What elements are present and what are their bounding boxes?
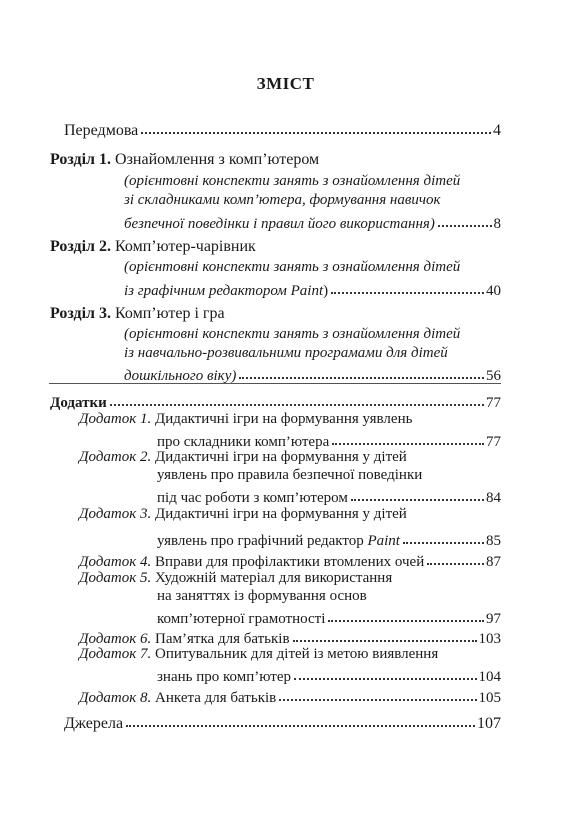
appendix-title-text: Анкета для батьків [155,690,277,706]
section-description [124,282,328,300]
toc-page-number: 56 [486,368,501,384]
appendix-title [79,689,276,707]
toc-page-number: 104 [478,669,501,685]
appendix-prefix: Додаток 2. [79,449,152,465]
section-description: дошкільного віку) [124,368,237,384]
appendix-title-text: Пам’ятка для батьків [155,631,290,647]
section-prefix: Розділ 2. [50,238,112,255]
dot-leader [427,547,484,565]
appendix-title: Художній матеріал для використання [155,570,393,586]
appendix-title: комп’ютерної грамотності [157,611,326,627]
dot-leader [279,683,476,701]
divider [49,383,501,384]
appendix-title: про складники комп’ютера [157,434,330,450]
toc-page-number: 103 [478,631,501,647]
toc-page-number: 8 [493,216,501,232]
appendix-title: на заняттях із формування основ [157,588,367,604]
toc-page-number: 105 [478,690,501,706]
section-description: зі складниками комп’ютера, формування навичок [124,192,441,208]
dot-leader [141,116,491,134]
paint-name: Paint [367,533,400,549]
section-description: (орієнтовні конспекти занять з ознайомлення дітей [124,259,461,275]
toc-section-2-heading[interactable] [50,238,256,256]
section-description: (орієнтовні конспекти занять з ознайомлення дітей [124,173,461,189]
section-name: Комп’ютер-чарівник [115,238,256,255]
appendix-title: Дидактичні ігри на формування уявлень [155,411,413,427]
dot-leader [294,662,477,680]
toc-section-3-heading[interactable] [50,305,225,323]
appendix-title-text: Вправи для профілактики втомлених очей [155,554,425,570]
dot-leader [293,624,477,642]
toc-page-number: 84 [486,490,501,506]
toc-entry-appendix-8[interactable] [79,684,501,707]
section-name: Комп’ютер і гра [115,305,225,322]
toc-entry-appendix-4[interactable] [79,548,501,571]
dot-leader [328,604,484,622]
appendix-title: Дидактичні ігри на формування у дітей [155,449,407,465]
toc-entry-label: Додатки [50,395,107,411]
toc-page-number: 77 [486,395,501,411]
appendix-title: уявлень про правила безпечної поведінки [157,467,423,483]
appendix-1-heading[interactable] [79,410,412,428]
dot-leader [438,209,492,227]
appendix-3-heading[interactable] [79,505,407,523]
appendix-title: Дидактичні ігри на формування у дітей [155,506,407,522]
toc-entry-intro[interactable] [64,117,501,140]
section-description: безпечної поведінки і правил його використання) [124,216,435,232]
appendix-title: під час роботи з комп’ютером [157,490,348,506]
section-prefix: Розділ 3. [50,305,112,322]
section-name: Ознайомлення з комп’ютером [115,151,320,168]
toc-page-number: 77 [486,434,501,450]
appendix-5-heading[interactable] [79,569,392,587]
appendix-prefix: Додаток 3. [79,506,152,522]
section-prefix: Розділ 1. [50,151,112,168]
toc-page-number: 4 [493,122,501,139]
dot-leader [351,483,484,501]
appendix-prefix: Додаток 4. [79,554,152,570]
page-title: ЗМІСТ [256,74,315,93]
appendix-2-heading[interactable] [79,448,407,466]
section-description: із навчально-розвивальними програмами для дітей [124,345,448,361]
toc-page-number: 87 [486,554,501,570]
appendix-prefix: Додаток 1. [79,411,152,427]
dot-leader [331,276,484,294]
appendix-title-part: уявлень про графічний редактор [157,533,368,549]
appendix-prefix: Додаток 8. [79,690,152,706]
dot-leader [239,361,484,379]
appendix-prefix: Додаток 7. [79,646,152,662]
dot-leader [110,388,484,406]
toc-entry-section-3[interactable] [124,362,501,385]
closing-bracket: ) [323,283,329,299]
toc-entry-section-1[interactable] [124,210,501,233]
appendix-prefix: Додаток 5. [79,570,152,586]
appendix-prefix: Додаток 6. [79,631,152,647]
toc-page-number: 97 [486,611,501,627]
toc-entry-label: Передмова [64,122,139,139]
toc-page-number: 107 [477,715,501,732]
dot-leader [126,709,475,727]
toc-page-number: 40 [486,283,501,299]
toc-section-1-heading[interactable] [50,151,319,169]
toc-entry-sources[interactable] [64,710,501,733]
appendix-title: знань про комп’ютер [157,669,291,685]
paint-name: Paint [290,283,324,299]
toc-page-number: 85 [486,533,501,549]
appendix-title: Опитувальник для дітей із метою виявлення [155,646,439,662]
section-description: (орієнтовні конспекти занять з ознайомлення дітей [124,326,461,342]
dot-leader [332,427,484,445]
toc-entry-section-2[interactable] [124,277,501,300]
toc-entry-label: Джерела [64,715,124,732]
appendix-7-heading[interactable] [79,645,438,663]
toc-entry-appendix[interactable] [50,389,501,412]
dot-leader [403,526,484,544]
section-description-part: із графічним редактором [124,283,291,299]
toc-entry-appendix-2[interactable] [157,484,501,507]
